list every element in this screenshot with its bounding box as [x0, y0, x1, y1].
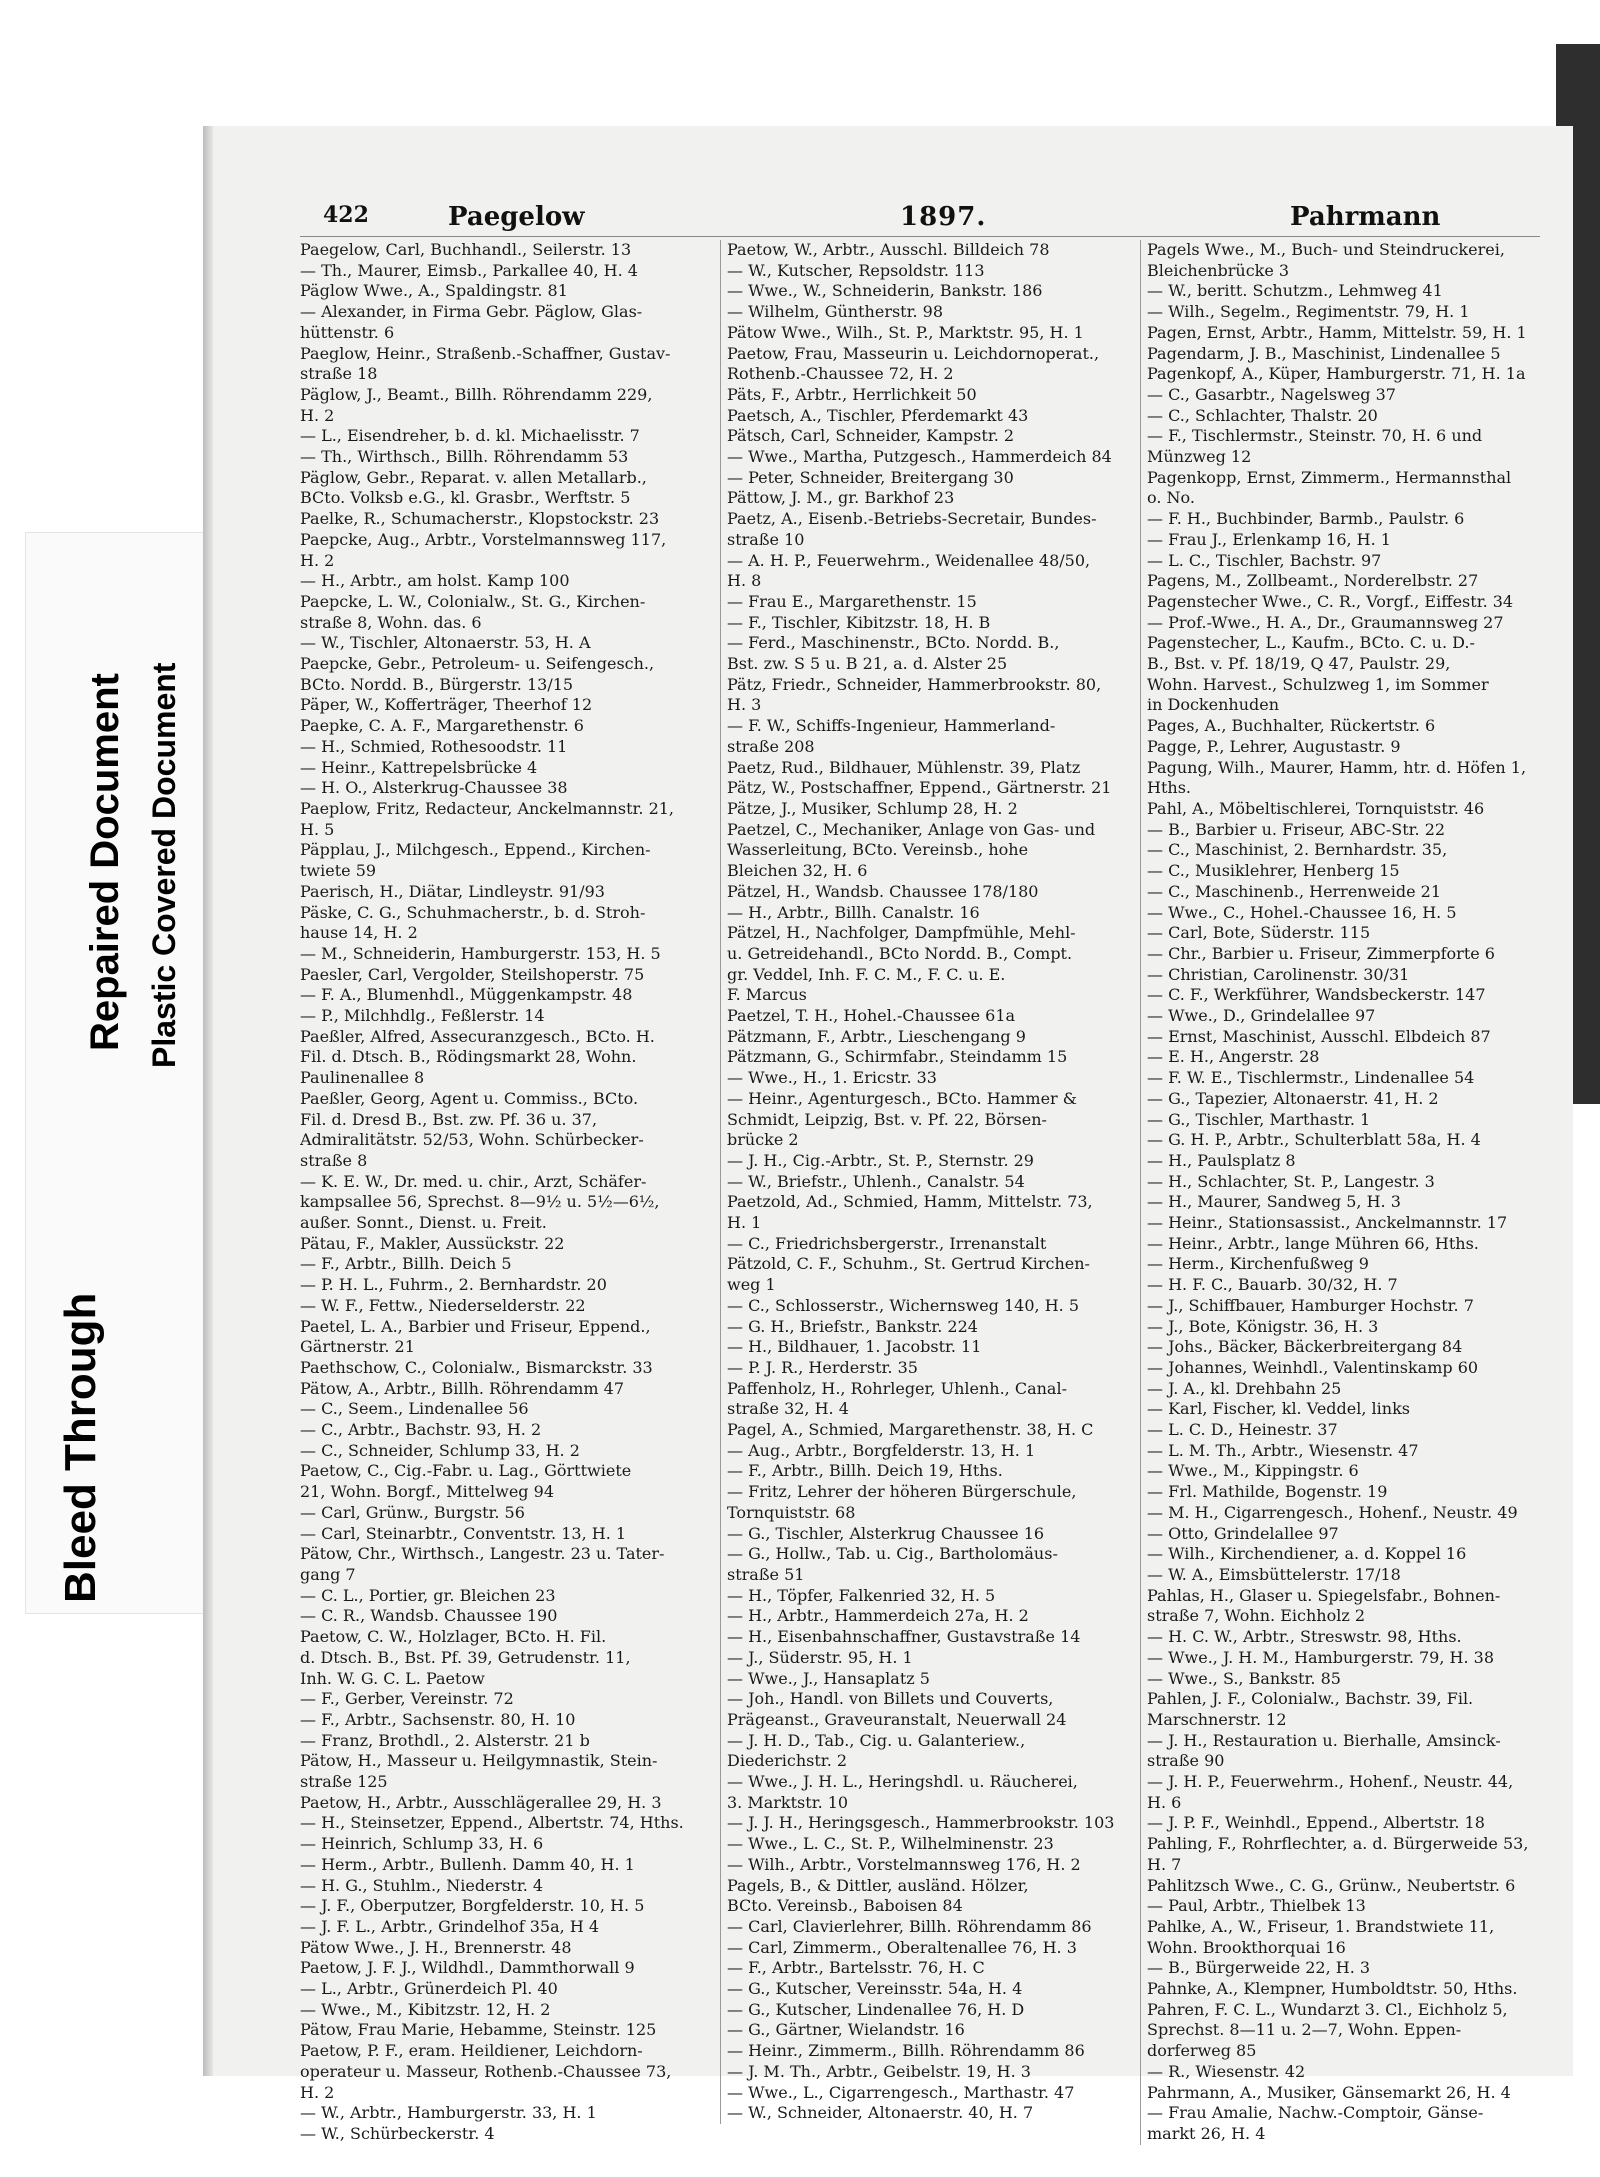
directory-entry-line: BCto. Volksb e.G., kl. Grasbr., Werftstr. 5 [300, 488, 631, 508]
directory-entry-line: Päglow, Gebr., Reparat. v. allen Metallarb., [300, 467, 647, 487]
directory-entry-line: Bst. zw. S 5 u. B 21, a. d. Alster 25 [727, 654, 1008, 674]
header-year: 1897. [900, 202, 987, 232]
directory-entry-line: Pahlitzsch Wwe., C. G., Grünw., Neubertstr. 6 [1147, 1875, 1516, 1895]
directory-entry-line: Paesler, Carl, Vergolder, Steilshoperstr. 75 [300, 964, 645, 984]
directory-entry-line: Päper, W., Kofferträger, Theerhof 12 [300, 695, 593, 715]
directory-entry-line: — W., Schürbeckerstr. 4 [300, 2123, 495, 2143]
directory-entry-line: Päglow, J., Beamt., Billh. Röhrendamm 229, [300, 384, 653, 404]
directory-entry-line: Tornquiststr. 68 [727, 1502, 856, 1522]
directory-entry-line: — Carl, Grünw., Burgstr. 56 [300, 1502, 525, 1522]
directory-entry-line: Marschnerstr. 12 [1147, 1709, 1287, 1729]
directory-entry-line: Paethschow, C., Colonialw., Bismarckstr. 33 [300, 1357, 653, 1377]
directory-entry-line: — Wwe., L. C., St. P., Wilhelminenstr. 23 [727, 1834, 1054, 1854]
directory-entry-line: — Wilhelm, Güntherstr. 98 [727, 302, 944, 322]
directory-entry-line: — R., Wiesenstr. 42 [1147, 2061, 1306, 2081]
directory-entry-line: Paerisch, H., Diätar, Lindleystr. 91/93 [300, 881, 605, 901]
directory-entry-line: Bleichenbrücke 3 [1147, 260, 1290, 280]
directory-entry-line: außer. Sonnt., Dienst. u. Freit. [300, 1213, 547, 1233]
directory-entry-line: — Alexander, in Firma Gebr. Päglow, Glas- [300, 302, 643, 322]
directory-entry-line: straße 51 [727, 1565, 805, 1584]
directory-entry-line: Pätsch, Carl, Schneider, Kampstr. 2 [727, 426, 1015, 446]
directory-entry-line: Münzweg 12 [1147, 447, 1252, 467]
directory-entry-line: straße 10 [727, 529, 805, 549]
directory-entry-line: Inh. W. G. C. L. Paetow [300, 1668, 485, 1688]
directory-entry-line: — W., Briefstr., Uhlenh., Canalstr. 54 [727, 1171, 1025, 1191]
directory-entry-line: — Ernst, Maschinist, Ausschl. Elbdeich 87 [1147, 1026, 1491, 1046]
directory-entry-line: brücke 2 [727, 1130, 799, 1150]
directory-column-2 [720, 240, 1137, 2124]
directory-entry-line: Päske, C. G., Schuhmacherstr., b. d. Stroh- [300, 902, 646, 922]
directory-entry-line: — Wwe., J. H. M., Hamburgerstr. 79, H. 38 [1147, 1647, 1494, 1667]
directory-entry-line: — J. F. L., Arbtr., Grindelhof 35a, H 4 [300, 1916, 600, 1936]
directory-entry-line: Pagel, A., Schmied, Margarethenstr. 38, H. C [727, 1420, 1094, 1440]
directory-entry-line: hause 14, H. 2 [300, 923, 418, 943]
directory-entry-line: Paetow, C. W., Holzlager, BCto. H. Fil. [300, 1627, 607, 1647]
directory-entry-line: — C., Schneider, Schlump 33, H. 2 [300, 1440, 580, 1460]
directory-entry-line: — F. W. E., Tischlermstr., Lindenallee 54 [1147, 1068, 1475, 1088]
directory-entry-line: — Wwe., M., Kippingstr. 6 [1147, 1461, 1359, 1481]
directory-entry-line: — Herm., Arbtr., Bullenh. Damm 40, H. 1 [300, 1854, 635, 1874]
directory-entry-line: — F. A., Blumenhdl., Müggenkampstr. 48 [300, 985, 633, 1005]
directory-entry-line: — J. A., kl. Drehbahn 25 [1147, 1378, 1342, 1398]
directory-entry-line: Paetsch, A., Tischler, Pferdemarkt 43 [727, 405, 1029, 425]
directory-entry-line: Pätzel, H., Nachfolger, Dampfmühle, Mehl- [727, 923, 1076, 943]
directory-entry-line: Prägeanst., Graveuranstalt, Neuerwall 24 [727, 1709, 1067, 1729]
directory-entry-line: Fil. d. Dresd B., Bst. zw. Pf. 36 u. 37, [300, 1109, 598, 1129]
directory-entry-line: H. 3 [727, 695, 762, 715]
directory-entry-line: — Chr., Barbier u. Friseur, Zimmerpforte 6 [1147, 943, 1495, 963]
directory-entry-line: — Peter, Schneider, Breitergang 30 [727, 467, 1014, 487]
directory-entry-line: — Carl, Clavierlehrer, Billh. Röhrendamm 86 [727, 1916, 1092, 1936]
directory-entry-line: Pagen, Ernst, Arbtr., Hamm, Mittelstr. 59, H. 1 [1147, 322, 1527, 342]
directory-entry-line: — G., Tapezier, Altonaerstr. 41, H. 2 [1147, 1088, 1439, 1108]
directory-entry-line: — Wilh., Segelm., Regimentstr. 79, H. 1 [1147, 302, 1470, 322]
directory-entry-line: Bleichen 32, H. 6 [727, 861, 868, 881]
directory-entry-line: Paetow, H., Arbtr., Ausschlägerallee 29, H. 3 [300, 1792, 662, 1812]
directory-entry-line: straße 8, Wohn. das. 6 [300, 612, 482, 632]
directory-entry-line: B., Bst. v. Pf. 18/19, Q 47, Paulstr. 29, [1147, 654, 1451, 674]
directory-entry-line: — C. R., Wandsb. Chaussee 190 [300, 1606, 558, 1626]
directory-entry-line: H. 2 [300, 2082, 335, 2102]
directory-entry-line: — Frl. Mathilde, Bogenstr. 19 [1147, 1482, 1388, 1502]
directory-column-3 [1140, 240, 1547, 2145]
directory-entry-line: Rothenb.-Chaussee 72, H. 2 [727, 364, 954, 384]
directory-entry-line: twiete 59 [300, 861, 377, 881]
directory-entry-line: — C., Friedrichsbergerstr., Irrenanstalt [727, 1233, 1047, 1253]
directory-entry-line: gr. Veddel, Inh. F. C. M., F. C. u. E. [727, 964, 1006, 984]
directory-entry-line: BCto. Nordd. B., Bürgerstr. 13/15 [300, 674, 574, 694]
directory-entry-line: — W., Kutscher, Repsoldstr. 113 [727, 260, 985, 280]
directory-entry-line: — Ferd., Maschinenstr., BCto. Nordd. B., [727, 633, 1060, 653]
directory-entry-line: — L., Eisendreher, b. d. kl. Michaelisstr. 7 [300, 426, 640, 446]
directory-entry-line: Pahren, F. C. L., Wundarzt 3. Cl., Eichholz 5, [1147, 1999, 1508, 2019]
directory-entry-line: — J. H. P., Feuerwehrm., Hohenf., Neustr. 44, [1147, 1772, 1514, 1792]
directory-entry-line: Pagenkopf, A., Küper, Hamburgerstr. 71, H. 1a [1147, 364, 1526, 384]
directory-entry-line: — Heinr., Zimmerm., Billh. Röhrendamm 86 [727, 2041, 1085, 2061]
directory-entry-line: Fil. d. Dtsch. B., Rödingsmarkt 28, Wohn. [300, 1047, 637, 1067]
directory-entry-line: — Wwe., S., Bankstr. 85 [1147, 1668, 1341, 1688]
directory-entry-line: Paffenholz, H., Rohrleger, Uhlenh., Canal- [727, 1378, 1067, 1398]
directory-entry-line: Paeplow, Fritz, Redacteur, Anckelmannstr. 21, [300, 798, 675, 818]
directory-entry-line: — W., Arbtr., Hamburgerstr. 33, H. 1 [300, 2103, 597, 2123]
repaired-document-label: Repaired Document [83, 673, 127, 1051]
directory-entry-line: — Prof.-Wwe., H. A., Dr., Graumannsweg 27 [1147, 612, 1504, 632]
directory-entry-line: kampsallee 56, Sprechst. 8—9½ u. 5½—6½, [300, 1192, 660, 1212]
degradation-label-strip [25, 532, 223, 1614]
directory-entry-line: Pätow, Frau Marie, Hebamme, Steinstr. 125 [300, 2020, 657, 2040]
directory-entry-line: Pagge, P., Lehrer, Augustastr. 9 [1147, 736, 1401, 756]
directory-entry-line: BCto. Vereinsb., Baboisen 84 [727, 1896, 963, 1916]
directory-entry-line: — Wwe., H., 1. Ericstr. 33 [727, 1068, 937, 1088]
directory-entry-line: dorferweg 85 [1147, 2041, 1257, 2061]
directory-entry-line: Paetow, J. F. J., Wildhdl., Dammthorwall 9 [300, 1958, 635, 1978]
directory-entry-line: Paeßler, Alfred, Assecuranzgesch., BCto. H. [300, 1026, 655, 1046]
directory-entry-line: Päglow Wwe., A., Spaldingstr. 81 [300, 281, 568, 301]
directory-entry-line: u. Getreidehandl., BCto Nordd. B., Compt. [727, 943, 1073, 963]
directory-entry-line: Pätzmann, F., Arbtr., Lieschengang 9 [727, 1026, 1026, 1046]
directory-entry-line: Pahl, A., Möbeltischlerei, Tornquiststr. 46 [1147, 798, 1485, 818]
directory-entry-line: Paeglow, Heinr., Straßenb.-Schaffner, Gustav- [300, 343, 671, 363]
directory-entry-line: straße 7, Wohn. Eichholz 2 [1147, 1606, 1366, 1626]
directory-entry-line: straße 90 [1147, 1751, 1225, 1771]
directory-entry-line: — J., Schiffbauer, Hamburger Hochstr. 7 [1147, 1295, 1474, 1315]
directory-entry-line: straße 208 [727, 736, 815, 756]
directory-entry-line: H. 8 [727, 571, 762, 591]
directory-entry-line: — P. H. L., Fuhrm., 2. Bernhardstr. 20 [300, 1275, 607, 1295]
directory-entry-line: Wohn. Brookthorquai 16 [1147, 1937, 1346, 1957]
directory-entry-line: — Wwe., M., Kibitzstr. 12, H. 2 [300, 1999, 551, 2019]
directory-entry-line: — C., Schlachter, Thalstr. 20 [1147, 405, 1378, 425]
directory-entry-line: straße 125 [300, 1772, 388, 1792]
directory-entry-line: Pahling, F., Rohrflechter, a. d. Bürgerweide 53, [1147, 1834, 1529, 1854]
directory-entry-line: Pätow, Chr., Wirthsch., Langestr. 23 u. Tater- [300, 1544, 665, 1564]
directory-entry-line: Pätow Wwe., J. H., Brennerstr. 48 [300, 1937, 572, 1957]
directory-entry-line: — G. H., Briefstr., Bankstr. 224 [727, 1316, 978, 1336]
directory-entry-line: — F., Tischlermstr., Steinstr. 70, H. 6 und [1147, 426, 1483, 446]
directory-entry-line: Paulinenallee 8 [300, 1068, 425, 1088]
directory-entry-line: Paetz, Rud., Bildhauer, Mühlenstr. 39, Platz [727, 757, 1081, 777]
directory-entry-line: o. No. [1147, 488, 1195, 508]
bleed-through-label: Bleed Through [56, 1292, 105, 1603]
directory-entry-line: — Carl, Bote, Süderstr. 115 [1147, 923, 1371, 943]
directory-entry-line: — W., Schneider, Altonaerstr. 40, H. 7 [727, 2103, 1034, 2123]
directory-entry-line: 3. Marktstr. 10 [727, 1792, 849, 1812]
directory-entry-line: — Heinr., Arbtr., lange Mühren 66, Hths. [1147, 1233, 1479, 1253]
directory-entry-line: Pahlas, H., Glaser u. Spiegelsfabr., Bohnen- [1147, 1585, 1501, 1605]
directory-entry-line: Pagens, M., Zollbeamt., Norderelbstr. 27 [1147, 571, 1479, 591]
directory-entry-line: — Johs., Bäcker, Bäckerbreitergang 84 [1147, 1337, 1463, 1357]
directory-column-1 [300, 240, 718, 2145]
directory-entry-line: — C. F., Werkführer, Wandsbeckerstr. 147 [1147, 985, 1486, 1005]
directory-entry-line: — P. J. R., Herderstr. 35 [727, 1357, 918, 1377]
directory-entry-line: — J. M. Th., Arbtr., Geibelstr. 19, H. 3 [727, 2061, 1031, 2081]
plastic-covered-label: Plastic Covered Document [146, 662, 182, 1068]
directory-entry-line: Pätze, J., Musiker, Schlump 28, H. 2 [727, 798, 1018, 818]
directory-entry-line: — F. W., Schiffs-Ingenieur, Hammerland- [727, 716, 1056, 736]
directory-entry-line: H. 7 [1147, 1854, 1182, 1874]
directory-entry-line: — F., Gerber, Vereinstr. 72 [300, 1689, 514, 1709]
directory-entry-line: straße 8 [300, 1150, 368, 1170]
directory-entry-line: — C., Arbtr., Bachstr. 93, H. 2 [300, 1420, 542, 1440]
directory-entry-line: — F., Arbtr., Billh. Deich 5 [300, 1254, 512, 1274]
directory-entry-line: hüttenstr. 6 [300, 322, 395, 342]
directory-entry-line: Pahlke, A., W., Friseur, 1. Brandstwiete 11, [1147, 1916, 1495, 1936]
directory-entry-line: — Th., Wirthsch., Billh. Röhrendamm 53 [300, 447, 629, 467]
header-left-keyword: Paegelow [448, 202, 585, 232]
directory-entry-line: — L., Arbtr., Grünerdeich Pl. 40 [300, 1979, 558, 1999]
directory-entry-line: — F., Arbtr., Sachsenstr. 80, H. 10 [300, 1709, 576, 1729]
directory-entry-line: — Aug., Arbtr., Borgfelderstr. 13, H. 1 [727, 1440, 1036, 1460]
directory-entry-line: Pätzel, H., Wandsb. Chaussee 178/180 [727, 881, 1039, 901]
directory-entry-line: Admiralitätstr. 52/53, Wohn. Schürbecker- [300, 1130, 644, 1150]
directory-entry-line: Hths. [1147, 778, 1191, 798]
directory-entry-line: d. Dtsch. B., Bst. Pf. 39, Getrudenstr. 11, [300, 1647, 631, 1667]
directory-entry-line: Wasserleitung, BCto. Vereinsb., hohe [727, 840, 1029, 860]
directory-entry-line: Schmidt, Leipzig, Bst. v. Pf. 22, Börsen- [727, 1109, 1047, 1129]
directory-entry-line: — M., Schneiderin, Hamburgerstr. 153, H. 5 [300, 943, 661, 963]
directory-entry-line: Pagenkopp, Ernst, Zimmerm., Hermannsthal [1147, 467, 1512, 487]
directory-entry-line: — Frau Amalie, Nachw.-Comptoir, Gänse- [1147, 2103, 1484, 2123]
directory-entry-line: Pätow, H., Masseur u. Heilgymnastik, Stein- [300, 1751, 658, 1771]
directory-entry-line: Pagendarm, J. B., Maschinist, Lindenallee 5 [1147, 343, 1501, 363]
directory-entry-line: — A. H. P., Feuerwehrm., Weidenallee 48/50, [727, 550, 1091, 570]
directory-entry-line: Paetow, Frau, Masseurin u. Leichdornoperat., [727, 343, 1100, 363]
directory-entry-line: — L. C. D., Heinestr. 37 [1147, 1420, 1338, 1440]
directory-entry-line: — J. H. D., Tab., Cig. u. Galanteriew., [727, 1730, 1026, 1750]
directory-entry-line: Pagels Wwe., M., Buch- und Steindruckerei, [1147, 240, 1505, 259]
directory-entry-line: — Johannes, Weinhdl., Valentinskamp 60 [1147, 1357, 1479, 1377]
directory-entry-line: — C., Gasarbtr., Nagelsweg 37 [1147, 384, 1396, 404]
directory-entry-line: — Wwe., L., Cigarrengesch., Marthastr. 47 [727, 2082, 1075, 2102]
directory-entry-line: Pätz, W., Postschaffner, Eppend., Gärtnerstr. 21 [727, 778, 1112, 798]
directory-entry-line: straße 32, H. 4 [727, 1399, 849, 1419]
directory-entry-line: Pahlen, J. F., Colonialw., Bachstr. 39, Fil. [1147, 1689, 1474, 1709]
directory-entry-line: — J. H., Cig.-Arbtr., St. P., Sternstr. 29 [727, 1150, 1034, 1170]
directory-entry-line: — H., Eisenbahnschaffner, Gustavstraße 14 [727, 1627, 1081, 1647]
directory-entry-line: — M. H., Cigarrengesch., Hohenf., Neustr. 49 [1147, 1502, 1518, 1522]
directory-entry-line: H. 6 [1147, 1792, 1182, 1812]
directory-entry-line: — Karl, Fischer, kl. Veddel, links [1147, 1399, 1410, 1419]
directory-entry-line: Paepcke, Aug., Arbtr., Vorstelmannsweg 117, [300, 529, 667, 549]
directory-entry-line: — P., Milchhdlg., Feßlerstr. 14 [300, 1006, 545, 1026]
directory-entry-line: — Carl, Steinarbtr., Conventstr. 13, H. 1 [300, 1523, 627, 1543]
directory-entry-line: — Wwe., D., Grindelallee 97 [1147, 1006, 1376, 1026]
directory-entry-line: Pätow, A., Arbtr., Billh. Röhrendamm 47 [300, 1378, 625, 1398]
directory-entry-line: — Fritz, Lehrer der höheren Bürgerschule, [727, 1482, 1077, 1502]
directory-entry-line: — Otto, Grindelallee 97 [1147, 1523, 1339, 1543]
directory-entry-line: — H., Steinsetzer, Eppend., Albertstr. 74, Hths. [300, 1813, 684, 1833]
directory-entry-line: — Franz, Brothdl., 2. Alsterstr. 21 b [300, 1730, 590, 1750]
directory-entry-line: Paepcke, L. W., Colonialw., St. G., Kirchen- [300, 591, 646, 611]
directory-entry-line: — J. F., Oberputzer, Borgfelderstr. 10, H. 5 [300, 1896, 645, 1916]
directory-entry-line: — J., Süderstr. 95, H. 1 [727, 1647, 913, 1667]
directory-entry-line: — G., Tischler, Marthastr. 1 [1147, 1109, 1371, 1129]
directory-entry-line: — J., Bote, Königstr. 36, H. 3 [1147, 1316, 1379, 1336]
directory-entry-line: — W. A., Eimsbüttelerstr. 17/18 [1147, 1565, 1401, 1584]
directory-entry-line: weg 1 [727, 1275, 776, 1295]
directory-entry-line: Pättow, J. M., gr. Barkhof 23 [727, 488, 955, 508]
directory-entry-line: — K. E. W., Dr. med. u. chir., Arzt, Schäfer- [300, 1171, 647, 1191]
directory-entry-line: Paelke, R., Schumacherstr., Klopstockstr. 23 [300, 509, 660, 529]
directory-entry-line: Paepke, C. A. F., Margarethenstr. 6 [300, 716, 584, 736]
directory-entry-line: — Heinr., Kattrepelsbrücke 4 [300, 757, 538, 777]
directory-entry-line: — F., Arbtr., Bartelsstr. 76, H. C [727, 1958, 985, 1978]
directory-entry-line: — H. O., Alsterkrug-Chaussee 38 [300, 778, 568, 798]
directory-entry-line: — H. C. W., Arbtr., Streswstr. 98, Hths. [1147, 1627, 1462, 1647]
directory-entry-line: straße 18 [300, 364, 378, 384]
directory-entry-line: — C., Seem., Lindenallee 56 [300, 1399, 529, 1419]
directory-entry-line: — H., Schlachter, St. P., Langestr. 3 [1147, 1171, 1435, 1191]
directory-entry-line: — G., Kutscher, Vereinsstr. 54a, H. 4 [727, 1979, 1023, 1999]
directory-entry-line: F. Marcus [727, 985, 807, 1005]
directory-entry-line: — H., Arbtr., Hammerdeich 27a, H. 2 [727, 1606, 1029, 1626]
directory-entry-line: — C., Schlosserstr., Wichernsweg 140, H. 5 [727, 1295, 1080, 1315]
directory-entry-line: — L. C., Tischler, Bachstr. 97 [1147, 550, 1382, 570]
directory-entry-line: — C., Musiklehrer, Henberg 15 [1147, 861, 1400, 881]
directory-entry-line: 21, Wohn. Borgf., Mittelweg 94 [300, 1482, 554, 1502]
directory-entry-line: Paetow, P. F., eram. Heildiener, Leichdorn- [300, 2041, 643, 2061]
page-number: 422 [323, 202, 369, 228]
directory-entry-line: — W., beritt. Schutzm., Lehmweg 41 [1147, 281, 1443, 301]
directory-entry-line: — E. H., Angerstr. 28 [1147, 1047, 1320, 1067]
directory-entry-line: — Heinr., Agenturgesch., BCto. Hammer & [727, 1088, 1078, 1108]
header-rule [300, 236, 1540, 237]
directory-entry-line: Paeßler, Georg, Agent u. Commiss., BCto. [300, 1088, 639, 1108]
directory-entry-line: — Frau E., Margarethenstr. 15 [727, 591, 977, 611]
directory-entry-line: Paetz, A., Eisenb.-Betriebs-Secretair, Bundes- [727, 509, 1097, 529]
directory-entry-line: — B., Bürgerweide 22, H. 3 [1147, 1958, 1371, 1978]
directory-entry-line: Pages, A., Buchhalter, Rückertstr. 6 [1147, 716, 1436, 736]
directory-entry-line: — Wwe., Martha, Putzgesch., Hammerdeich 84 [727, 447, 1112, 467]
directory-entry-line: Pahnke, A., Klempner, Humboldtstr. 50, Hths. [1147, 1979, 1518, 1999]
directory-entry-line: — Wwe., J. H. L., Heringshdl. u. Räucherei, [727, 1772, 1078, 1792]
directory-entry-line: — C., Maschinenb., Herrenweide 21 [1147, 881, 1442, 901]
directory-entry-line: — H., Töpfer, Falkenried 32, H. 5 [727, 1585, 996, 1605]
directory-entry-line: — J. H., Restauration u. Bierhalle, Amsinck- [1147, 1730, 1501, 1750]
directory-entry-line: Paetel, L. A., Barbier und Friseur, Eppend., [300, 1316, 651, 1336]
directory-entry-line: — H., Maurer, Sandweg 5, H. 3 [1147, 1192, 1401, 1212]
directory-entry-line: Paepcke, Gebr., Petroleum- u. Seifengesch., [300, 654, 655, 674]
directory-entry-line: — Wwe., J., Hansaplatz 5 [727, 1668, 930, 1688]
directory-entry-line: — Christian, Carolinenstr. 30/31 [1147, 964, 1410, 984]
directory-entry-line: Wohn. Harvest., Schulzweg 1, im Sommer [1147, 674, 1489, 694]
directory-entry-line: — G., Gärtner, Wielandstr. 16 [727, 2020, 965, 2040]
directory-entry-line: — H., Arbtr., Billh. Canalstr. 16 [727, 902, 980, 922]
directory-entry-line: in Dockenhuden [1147, 695, 1280, 715]
directory-entry-line: — Wwe., C., Hohel.-Chaussee 16, H. 5 [1147, 902, 1457, 922]
directory-entry-line: — C., Maschinist, 2. Bernhardstr. 35, [1147, 840, 1448, 860]
directory-entry-line: Pagung, Wilh., Maurer, Hamm, htr. d. Höfen 1, [1147, 757, 1527, 777]
directory-entry-line: Paegelow, Carl, Buchhandl., Seilerstr. 13 [300, 240, 632, 259]
directory-entry-line: Paetzel, T. H., Hohel.-Chaussee 61a [727, 1006, 1016, 1026]
directory-entry-line: — W. F., Fettw., Niederselderstr. 22 [300, 1295, 586, 1315]
directory-entry-line: Paetzold, Ad., Schmied, Hamm, Mittelstr. 73, [727, 1192, 1093, 1212]
directory-entry-line: Päts, F., Arbtr., Herrlichkeit 50 [727, 384, 977, 404]
directory-entry-line: — H., Schmied, Rothesoodstr. 11 [300, 736, 568, 756]
directory-entry-line: Paetzel, C., Mechaniker, Anlage von Gas- und [727, 819, 1096, 839]
directory-entry-line: — J. P. F., Weinhdl., Eppend., Albertstr. 18 [1147, 1813, 1485, 1833]
directory-entry-line: H. 2 [300, 550, 335, 570]
page-binding-edge [203, 126, 213, 2076]
directory-entry-line: Pätow Wwe., Wilh., St. P., Marktstr. 95, H. 1 [727, 322, 1084, 342]
directory-entry-line: Pagels, B., & Dittler, ausländ. Hölzer, [727, 1875, 1029, 1895]
directory-entry-line: — H., Paulsplatz 8 [1147, 1150, 1296, 1170]
directory-entry-line: Paetow, C., Cig.-Fabr. u. Lag., Görttwiete [300, 1461, 632, 1481]
directory-entry-line: — G., Kutscher, Lindenallee 76, H. D [727, 1999, 1025, 2019]
directory-entry-line: gang 7 [300, 1565, 356, 1584]
directory-entry-line: Paetow, W., Arbtr., Ausschl. Billdeich 78 [727, 240, 1050, 259]
directory-entry-line: Pagenstecher, L., Kaufm., BCto. C. u. D.- [1147, 633, 1475, 653]
directory-entry-line: — G., Tischler, Alsterkrug Chaussee 16 [727, 1523, 1045, 1543]
directory-entry-line: — L. M. Th., Arbtr., Wiesenstr. 47 [1147, 1440, 1419, 1460]
directory-entry-line: Pätzold, C. F., Schuhm., St. Gertrud Kirchen- [727, 1254, 1090, 1274]
directory-entry-line: — Wwe., W., Schneiderin, Bankstr. 186 [727, 281, 1043, 301]
directory-entry-line: — Carl, Zimmerm., Oberaltenallee 76, H. 3 [727, 1937, 1077, 1957]
directory-entry-line: — H. G., Stuhlm., Niederstr. 4 [300, 1875, 544, 1895]
directory-entry-line: H. 5 [300, 819, 335, 839]
directory-entry-line: — Heinr., Stationsassist., Anckelmannstr. 17 [1147, 1213, 1508, 1233]
directory-entry-line: Päpplau, J., Milchgesch., Eppend., Kirchen- [300, 840, 651, 860]
directory-entry-line: Sprechst. 8—11 u. 2—7, Wohn. Eppen- [1147, 2020, 1462, 2040]
directory-entry-line: — W., Tischler, Altonaerstr. 53, H. A [300, 633, 591, 653]
header-right-keyword: Pahrmann [1290, 202, 1441, 232]
directory-entry-line: operateur u. Masseur, Rothenb.-Chaussee 73, [300, 2061, 672, 2081]
directory-entry-line: Pätau, F., Makler, Aussückstr. 22 [300, 1233, 565, 1253]
directory-entry-line: — Heinrich, Schlump 33, H. 6 [300, 1834, 544, 1854]
directory-entry-line: — F., Tischler, Kibitzstr. 18, H. B [727, 612, 991, 632]
directory-entry-line: — Wilh., Kirchendiener, a. d. Koppel 16 [1147, 1544, 1467, 1564]
directory-entry-line: H. 1 [727, 1213, 762, 1233]
directory-entry-line: markt 26, H. 4 [1147, 2123, 1266, 2143]
directory-entry-line: — H. F. C., Bauarb. 30/32, H. 7 [1147, 1275, 1398, 1295]
directory-entry-line: Pagenstecher Wwe., C. R., Vorgf., Eiffestr. 34 [1147, 591, 1514, 611]
directory-entry-line: — F. H., Buchbinder, Barmb., Paulstr. 6 [1147, 509, 1465, 529]
directory-entry-line: — C. L., Portier, gr. Bleichen 23 [300, 1585, 556, 1605]
directory-entry-line: H. 2 [300, 405, 335, 425]
directory-entry-line: — Joh., Handl. von Billets und Couverts, [727, 1689, 1054, 1709]
directory-entry-line: Pätzmann, G., Schirmfabr., Steindamm 15 [727, 1047, 1068, 1067]
directory-entry-line: Pahrmann, A., Musiker, Gänsemarkt 26, H. 4 [1147, 2082, 1511, 2102]
directory-entry-line: — H., Bildhauer, 1. Jacobstr. 11 [727, 1337, 982, 1357]
directory-entry-line: — Paul, Arbtr., Thielbek 13 [1147, 1896, 1366, 1916]
directory-entry-line: — Wilh., Arbtr., Vorstelmannsweg 176, H. 2 [727, 1854, 1081, 1874]
directory-entry-line: — J. J. H., Heringsgesch., Hammerbrookstr. 103 [727, 1813, 1115, 1833]
directory-entry-line: — Frau J., Erlenkamp 16, H. 1 [1147, 529, 1391, 549]
directory-entry-line: — G. H. P., Arbtr., Schulterblatt 58a, H. 4 [1147, 1130, 1481, 1150]
directory-entry-line: Gärtnerstr. 21 [300, 1337, 415, 1357]
directory-entry-line: — G., Hollw., Tab. u. Cig., Bartholomäus- [727, 1544, 1058, 1564]
directory-entry-line: — B., Barbier u. Friseur, ABC-Str. 22 [1147, 819, 1446, 839]
directory-entry-line: — Th., Maurer, Eimsb., Parkallee 40, H. 4 [300, 260, 638, 280]
directory-entry-line: — H., Arbtr., am holst. Kamp 100 [300, 571, 570, 591]
directory-entry-line: — Herm., Kirchenfußweg 9 [1147, 1254, 1369, 1274]
directory-entry-line: Diederichstr. 2 [727, 1751, 848, 1771]
directory-entry-line: Pätz, Friedr., Schneider, Hammerbrookstr. 80, [727, 674, 1102, 694]
directory-entry-line: — F., Arbtr., Billh. Deich 19, Hths. [727, 1461, 1003, 1481]
